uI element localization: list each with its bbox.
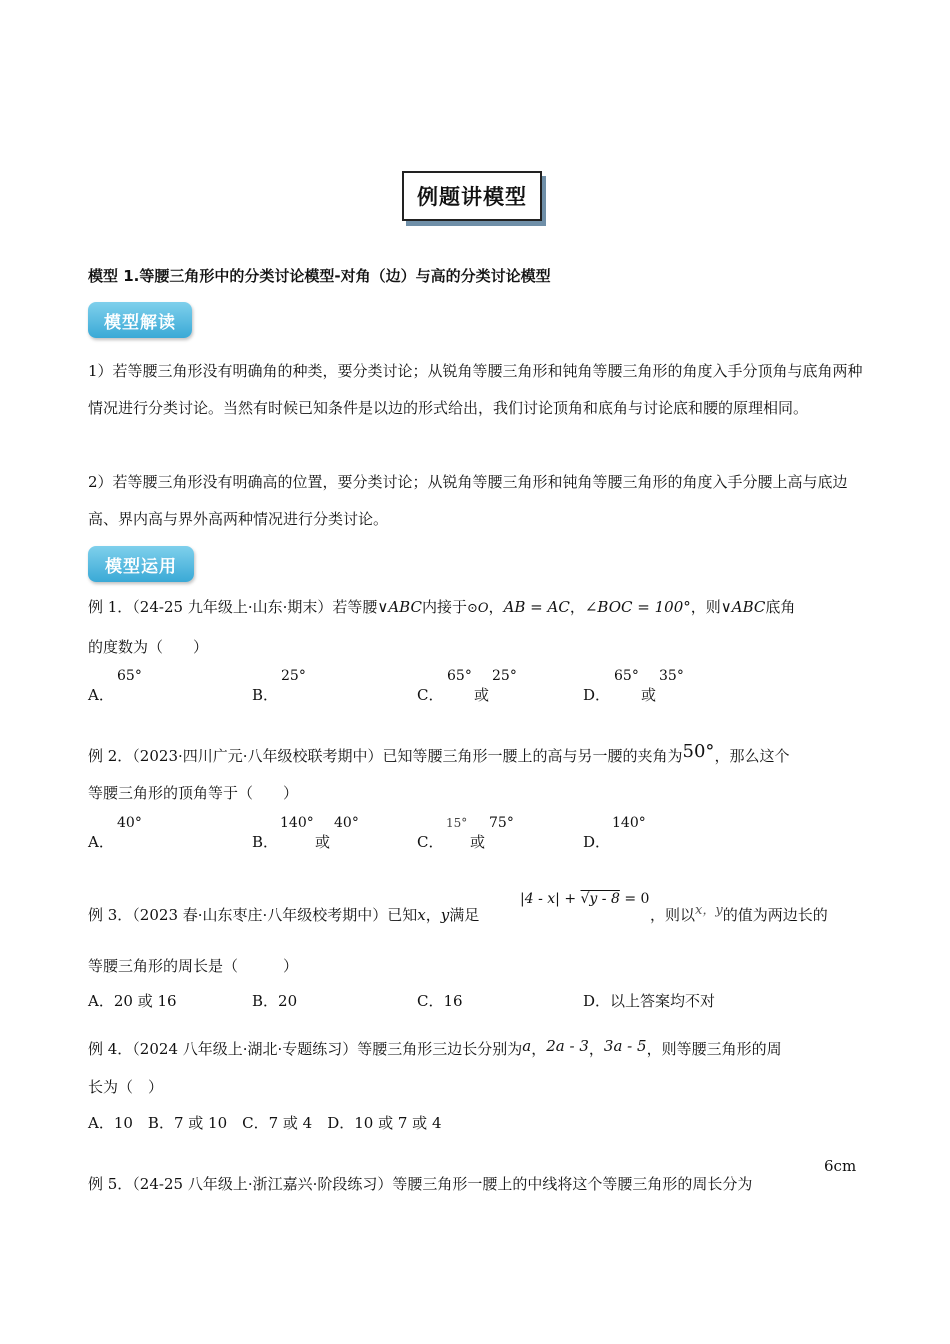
reading-paragraph-1: 1）若等腰三角形没有明确角的种类，要分类讨论；从锐角等腰三角形和钝角等腰三角形的角度入手分顶角与底角两种情况进行分类讨论。当然有时候已知条件是以边的形式给出，我们讨论顶角和底角与讨论底和腰的原理相同。	[88, 362, 863, 417]
example-1-base-angle: 底角	[765, 598, 796, 616]
example-3-then: ，则以	[650, 906, 696, 924]
formula-equals: = 0	[624, 891, 650, 907]
example-2-line-1	[88, 741, 790, 766]
example-3-text: 例 3．（2023 春·山东枣庄·八年级校考期中）已知	[88, 906, 418, 924]
separator: ，	[569, 598, 585, 616]
option-d[interactable]: D．	[583, 686, 611, 704]
example-2-text: 例 2．（2023·四川广元·八年级校联考期中）已知等腰三角形一腰上的高与另一腰的夹角为	[88, 747, 683, 765]
tag-model-application: 模型运用	[88, 546, 194, 582]
option-c-value-2: 75°	[489, 815, 514, 831]
option-d[interactable]: D．以上答案均不对	[583, 992, 716, 1010]
separator: ，	[425, 906, 441, 924]
option-a[interactable]: A．	[88, 686, 114, 704]
option-a[interactable]: A．	[88, 833, 114, 851]
tag-model-reading: 模型解读	[88, 302, 192, 338]
example-4-line-2: 长为（ ）	[88, 1078, 164, 1096]
reading-paragraph-2: 2）若等腰三角形没有明确高的位置，要分类讨论；从锐角等腰三角形和钝角等腰三角形的角度入手分腰上高与底边高、界内高与界外高两种情况进行分类讨论。	[88, 473, 848, 528]
variable-x: x	[417, 906, 426, 924]
option-c-value-2: 25°	[492, 668, 517, 684]
expr-a: a	[522, 1037, 532, 1055]
option-c[interactable]: C．	[417, 686, 444, 704]
example-3-satisfies: 满足	[449, 906, 480, 924]
example-1-line-2: 的度数为（ ）	[88, 638, 209, 656]
example-1-inscribed: 内接于	[421, 598, 467, 616]
example-5-value: 6cm	[824, 1157, 857, 1175]
example-4-line-1	[88, 1038, 782, 1059]
formula-abs: |4 - x|	[520, 891, 560, 907]
separator: ，	[531, 1040, 547, 1058]
option-d-or: 或	[641, 686, 657, 704]
example-5-line-1: 例 5．（24-25 八年级上·浙江嘉兴·阶段练习）等腰三角形一腰上的中线将这个等腰三角形的周长分为	[88, 1175, 753, 1193]
option-b-value: 25°	[281, 668, 306, 684]
example-3-line-1-right	[650, 904, 828, 925]
formula-condition	[520, 891, 649, 907]
option-b[interactable]: B．	[252, 833, 279, 851]
option-c-value-1: 15°	[446, 816, 468, 830]
option-b-value-1: 140°	[280, 815, 314, 831]
option-b[interactable]: B．	[252, 686, 279, 704]
example-3-text-end: 的值为两边长的	[722, 906, 828, 924]
example-4-text-end: ，则等腰三角形的周	[646, 1040, 782, 1058]
example-2-text-end: ，那么这个	[714, 747, 790, 765]
expr-3a-5: 3a - 5	[603, 1037, 647, 1055]
example-2-line-2: 等腰三角形的顶角等于（ ）	[88, 784, 299, 802]
option-a[interactable]: A．20 或 16	[88, 992, 177, 1010]
option-a-value: 40°	[117, 815, 142, 831]
option-c[interactable]: C．16	[417, 992, 463, 1010]
angle-50: 50°	[682, 741, 715, 762]
example-4-text: 例 4．（2024 八年级上·湖北·专题练习）等腰三角形三边长分别为	[88, 1040, 523, 1058]
separator: ，	[488, 598, 504, 616]
option-a-value: 65°	[117, 668, 142, 684]
option-d-value-1: 65°	[614, 668, 639, 684]
model-heading: 模型 1.等腰三角形中的分类讨论模型-对角（边）与高的分类讨论模型	[88, 267, 551, 285]
example-3-line-1-left	[88, 904, 479, 925]
separator: ，	[588, 1040, 604, 1058]
triangle-abc: ∨ABC	[377, 598, 422, 616]
example-3-line-2: 等腰三角形的周长是（ ）	[88, 957, 299, 975]
equation-angle-boc: ∠BOC = 100°	[584, 598, 691, 616]
formula-plus: +	[564, 891, 577, 907]
variables-xy: x，y	[695, 903, 723, 918]
option-b[interactable]: B．20	[252, 992, 298, 1010]
formula-sqrt: √y - 8	[580, 891, 620, 907]
example-1-line-1	[88, 596, 795, 617]
example-1-prefix: 例 1．（24-25 九年级上·山东·期末）若等腰	[88, 598, 378, 616]
example-1-then: ，则	[690, 598, 721, 616]
expr-2a-3: 2a - 3	[546, 1037, 589, 1055]
option-c[interactable]: C．	[417, 833, 444, 851]
option-c-value-1: 65°	[447, 668, 472, 684]
option-b-or: 或	[315, 833, 331, 851]
option-d-value: 140°	[612, 815, 646, 831]
option-c-or: 或	[470, 833, 486, 851]
example-4-options[interactable]: A．10 B．7 或 10 C．7 或 4 D．10 或 7 或 4	[88, 1114, 442, 1132]
triangle-abc: ∨ABC	[720, 598, 766, 616]
option-d-value-2: 35°	[659, 668, 684, 684]
option-c-or: 或	[474, 686, 490, 704]
page-title: 例题讲模型	[402, 171, 542, 221]
variable-y: y	[440, 906, 450, 924]
option-b-value-2: 40°	[334, 815, 359, 831]
circle-o: ⊙O	[466, 601, 489, 616]
equation-ab-ac: AB = AC	[503, 598, 570, 616]
option-d[interactable]: D．	[583, 833, 611, 851]
